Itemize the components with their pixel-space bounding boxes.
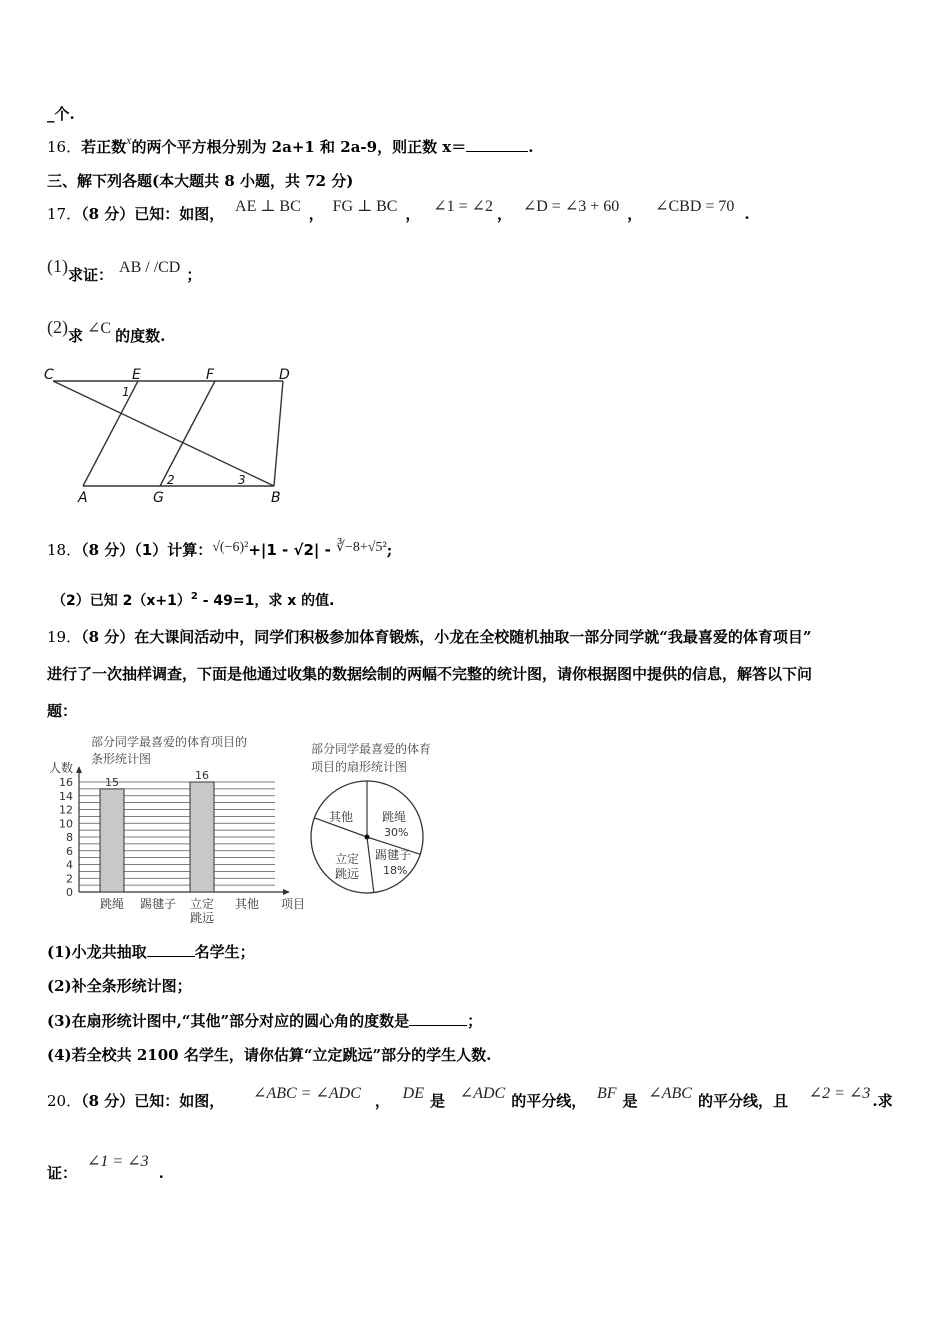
question-18 <box>47 539 392 563</box>
q17-end: . <box>744 205 750 223</box>
q17-cond-fg-perp-bc: FG ⊥ BC <box>332 198 398 215</box>
q18-cbrt-neg8: ∛−8 <box>336 540 360 555</box>
q20-angle1-eq-angle3: ∠1 = ∠3 <box>87 1153 149 1170</box>
q20-bf: BF <box>597 1085 617 1102</box>
bar-category-label: 踢毽子 <box>139 897 177 911</box>
q17-sep-4: ， <box>627 205 643 223</box>
q17-intro: （8 分）已知：如图， <box>81 205 225 223</box>
line-cb <box>53 381 274 486</box>
q18-end: ; <box>386 541 393 559</box>
q16-end: . <box>528 138 534 156</box>
q20-cond-abc-eq-adc: ∠ABC = ∠ADC <box>253 1085 361 1102</box>
q17-part1-mark: (1) <box>47 256 68 276</box>
q19-sub3-a: (3)在扇形统计图中,“其他”部分对应的圆心角的度数是 <box>47 1012 410 1030</box>
bar-0 <box>100 789 124 892</box>
question-19-line3: 题： <box>47 702 78 720</box>
q19-sub3 <box>47 1010 482 1032</box>
q20-angle2-eq-angle3: ∠2 = ∠3 <box>808 1085 871 1102</box>
label-angle-3: 3 <box>238 473 246 487</box>
bar-ytick-label: 4 <box>66 858 73 872</box>
question-19-line1 <box>47 626 812 648</box>
question-20 <box>47 1085 893 1113</box>
q19-sub3-b: ； <box>467 1012 483 1030</box>
q17-part2-end: 的度数. <box>115 327 166 345</box>
q17-cond-angle1-eq-angle2: ∠1 = ∠2 <box>433 198 494 215</box>
bar-ytick-label: 6 <box>66 844 73 858</box>
q20-line2-prove: 证： <box>47 1164 78 1182</box>
bar-chart <box>47 730 306 930</box>
q19-sub2: (2)补全条形统计图； <box>47 977 192 995</box>
q18-part2-b: - 49=1，求 x 的值. <box>197 593 335 609</box>
q19-sub1-a: (1)小龙共抽取 <box>47 943 147 961</box>
question-16 <box>47 133 534 159</box>
q19-sub4: (4)若全校共 2100 名学生，请你估算“立定跳远”部分的学生人数. <box>47 1046 492 1064</box>
q19-sub1-b: 名学生； <box>194 943 255 961</box>
q17-cond-angle-d: ∠D = ∠3 + 60 <box>522 198 620 215</box>
bar-xlabel: 项目 <box>280 897 306 911</box>
q17-sep-3: ， <box>497 205 513 223</box>
q19-sub1-blank[interactable] <box>147 942 195 957</box>
bar-ylabel: 人数 <box>49 761 74 775</box>
pie-label-qita: 其他 <box>329 810 354 824</box>
pie-label-lidingtiaoyuan-1: 立定 <box>335 852 360 866</box>
q17-number: 17． <box>47 205 82 223</box>
q17-part1-text: 求证： <box>68 266 114 284</box>
bar-title-line1: 部分同学最喜爱的体育项目的 <box>91 735 248 749</box>
q20-angle-abc: ∠ABC <box>648 1085 692 1102</box>
q17-part2 <box>47 317 166 348</box>
bar-value-label: 15 <box>105 775 119 789</box>
bar-category-label: 立定 <box>189 897 215 911</box>
q18-sqrt-neg6sq: √(−6)² <box>212 540 249 555</box>
q20-intro: （8 分）已知：如图， <box>81 1092 225 1110</box>
bar-category-label: 跳远 <box>189 911 215 925</box>
q20-is-1: 是 <box>430 1092 446 1110</box>
label-b: B <box>271 490 281 506</box>
q16-number: 16． <box>47 138 82 156</box>
pie-label-tijianzi: 踢毽子 <box>375 848 412 862</box>
q20-line2-end: . <box>158 1164 164 1182</box>
label-angle-2: 2 <box>167 473 175 487</box>
bar-ytick-label: 8 <box>66 831 73 844</box>
label-e: E <box>132 367 141 383</box>
bar-title-line2: 条形统计图 <box>91 752 152 766</box>
q18-score: （8 分） <box>81 541 135 559</box>
q17-part2-expr: ∠C <box>87 320 112 337</box>
line-ea <box>83 381 138 486</box>
pie-chart <box>305 735 465 905</box>
label-c: C <box>44 367 54 383</box>
q20-sep: ， <box>374 1092 390 1110</box>
q20-number: 20． <box>47 1092 82 1110</box>
label-g: G <box>153 490 164 506</box>
q20-bisector-2: 的平分线，且 <box>697 1092 788 1110</box>
label-angle-1: 1 <box>122 385 130 399</box>
bar-value-label: 16 <box>195 769 209 782</box>
q18-sqrt-5sq: +√5² <box>359 540 387 555</box>
pie-label-tiaosheng: 跳绳 <box>382 810 407 824</box>
line-db <box>274 381 283 486</box>
line-fg <box>160 381 215 486</box>
question-19-line2: 进行了一次抽样调查，下面是他通过收集的数据绘制的两幅不完整的统计图，请你根据图中提供的信息，解答以下问 <box>47 665 813 683</box>
q18-part2-sup: 2 <box>190 591 198 602</box>
q20-end: .求 <box>872 1092 893 1110</box>
line-continuation: _个. <box>47 105 75 123</box>
bar-ytick-label: 14 <box>59 789 73 803</box>
q17-sep-1: ， <box>308 205 324 223</box>
q20-de: DE <box>402 1085 424 1102</box>
q18-number: 18． <box>47 541 82 559</box>
label-f: F <box>206 367 215 383</box>
q19-sub1 <box>47 941 255 963</box>
q18-part1: （1）计算： <box>134 541 213 559</box>
q18-part2-a: （2）已知 2（x+1） <box>52 593 191 609</box>
q16-text-a: 若正数 <box>81 138 127 156</box>
bar-category-label: 其他 <box>234 897 260 911</box>
q17-geometry-figure <box>40 362 300 507</box>
q19-sub3-blank[interactable] <box>409 1011 467 1026</box>
q18-abs-term: +|1 - √2| - <box>248 541 337 559</box>
q19-number: 19． <box>47 628 82 646</box>
q16-var-x: x <box>126 133 132 147</box>
bar-2 <box>190 782 214 892</box>
question-17 <box>47 198 750 226</box>
q17-part1-end: ； <box>186 266 202 284</box>
q16-answer-blank[interactable] <box>466 137 528 152</box>
pie-label-lidingtiaoyuan-2: 跳远 <box>335 867 360 881</box>
bar-ytick-label: 0 <box>66 886 73 899</box>
q17-part1-expr: AB / /CD <box>119 259 181 276</box>
bar-ytick-label: 2 <box>66 872 73 886</box>
q18-part2 <box>52 590 334 614</box>
label-a: A <box>78 490 88 506</box>
bar-ytick-label: 12 <box>59 803 73 817</box>
section-3-heading: 三、解下列各题(本大题共 8 小题，共 72 分) <box>47 172 354 190</box>
q16-text-b: 的两个平方根分别为 2a+1 和 2a-9，则正数 x＝ <box>131 138 467 156</box>
label-d: D <box>279 367 290 383</box>
q19-text-1: （8 分）在大课间活动中，同学们积极参加体育锻炼，小龙在全校随机抽取一部分同学就“我最喜爱的体育项目” <box>81 628 812 646</box>
q17-part2-text: 求 <box>68 327 84 345</box>
bar-y-axis-arrow <box>76 766 82 773</box>
q20-bisector-1: 的平分线， <box>511 1092 587 1110</box>
q20-is-2: 是 <box>622 1092 638 1110</box>
q20-angle-adc: ∠ADC <box>459 1085 506 1102</box>
pie-percent-tijianzi: 18% <box>383 864 408 877</box>
q17-cond-angle-cbd: ∠CBD = 70 <box>655 198 735 215</box>
q17-sep-2: ， <box>405 205 421 223</box>
bar-ytick-label: 16 <box>59 776 73 789</box>
pie-title-line2: 项目的扇形统计图 <box>311 760 408 774</box>
q17-cond-ae-perp-bc: AE ⊥ BC <box>235 198 301 215</box>
q20-line2 <box>47 1153 164 1185</box>
pie-center-dot <box>365 835 370 840</box>
bar-x-axis-arrow <box>283 889 290 895</box>
q17-part1 <box>47 256 202 287</box>
pie-title-line1: 部分同学最喜爱的体育 <box>311 742 432 756</box>
bar-category-label: 跳绳 <box>99 897 125 911</box>
q17-part2-mark: (2) <box>47 317 68 337</box>
bar-ytick-label: 10 <box>59 817 73 831</box>
pie-percent-tiaosheng: 30% <box>384 826 409 839</box>
